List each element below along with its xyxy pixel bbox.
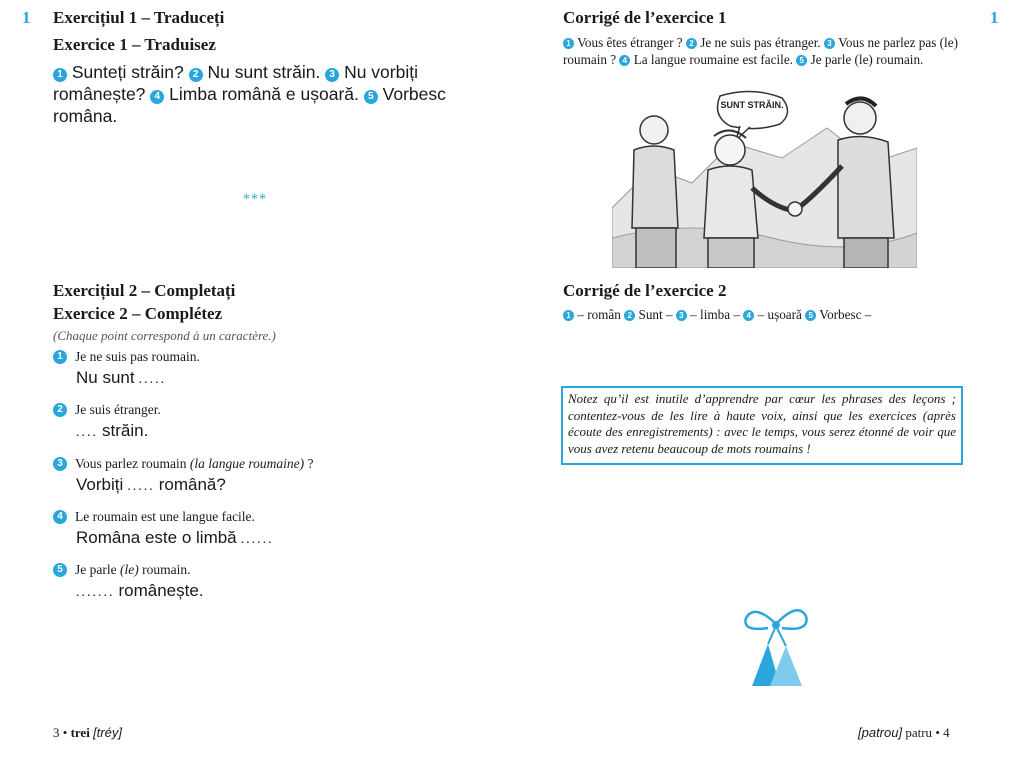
number-5-icon: 5	[805, 310, 816, 321]
blank-dots: ......	[240, 532, 274, 547]
number-2-icon: 2	[189, 68, 203, 82]
right-page	[512, 0, 1024, 783]
left-footer: 3 • trei [tréy]	[53, 725, 122, 740]
illustration-handshake	[612, 88, 917, 268]
exercise2-title-ro: Exercițiul 2 – Completați	[53, 281, 236, 300]
number-4-icon: 4	[53, 510, 67, 524]
exercise2-item-1: 1 Je ne suis pas roumain. Nu sunt .....	[53, 349, 200, 388]
number-1-icon: 1	[563, 38, 574, 49]
exercise2-item-4: 4 Le roumain est une langue facile. Româna este o limbă ......	[53, 509, 278, 548]
number-1-icon: 1	[53, 68, 67, 82]
right-footer: [patrou] patru • 4	[858, 725, 950, 740]
number-5-icon: 5	[53, 563, 67, 577]
exercise1-title-ro: Exercițiul 1 – Traduceți	[53, 8, 225, 27]
exercise1-title-fr: Exercice 1 – Traduisez	[53, 35, 216, 54]
number-3-icon: 3	[325, 68, 339, 82]
number-5-icon: 5	[364, 90, 378, 104]
correction1-title: Corrigé de l’exercice 1	[563, 8, 727, 27]
lesson-marker: 1	[990, 8, 999, 27]
martisor-ornament-icon	[740, 600, 812, 690]
correction2-title: Corrigé de l’exercice 2	[563, 281, 727, 300]
blank-dots: .....	[127, 479, 155, 494]
number-3-icon: 3	[53, 457, 67, 471]
number-3-icon: 3	[824, 38, 835, 49]
number-3-icon: 3	[676, 310, 687, 321]
exercise2-note: (Chaque point correspond à un caractère.)	[53, 328, 276, 343]
number-4-icon: 4	[743, 310, 754, 321]
number-2-icon: 2	[624, 310, 635, 321]
blank-dots: .....	[138, 372, 167, 387]
study-tip-box: Notez qu’il est inutile d’apprendre par cœur les phrases des leçons ; contentez-vous de les lire à haute voix, ainsi que les exercices (après écoute des enregistrements) : avec le temps, vous serez étonné de voir que vous avez retenu beaucoup de mots roumains !	[561, 386, 963, 465]
number-2-icon: 2	[53, 403, 67, 417]
blank-dots: ....	[76, 425, 98, 440]
exercise2-title-fr: Exercice 2 – Complétez	[53, 304, 223, 323]
blank-dots: .......	[76, 585, 115, 600]
correction2-text: 1 – român 2 Sunt – 3 – limba – 4 – ușoară 5 Vorbesc –	[563, 306, 983, 323]
number-4-icon: 4	[150, 90, 164, 104]
lesson-marker: 1	[22, 8, 31, 27]
exercise2-item-5: 5 Je parle (le) roumain. ....... românește.	[53, 562, 204, 601]
number-2-icon: 2	[686, 38, 697, 49]
exercise1-sentences: 1 Sunteți străin? 2 Nu sunt străin. 3 Nu vorbiți românește? 4 Limba română e ușoară. 5 Vorbesc româna.	[53, 62, 446, 126]
section-separator: ***	[243, 192, 267, 207]
exercise2-item-2: 2 Je suis étranger. .... străin.	[53, 402, 161, 441]
number-5-icon: 5	[796, 55, 807, 66]
number-4-icon: 4	[619, 55, 630, 66]
correction1-text: 1 Vous êtes étranger ? 2 Je ne suis pas étranger. 3 Vous ne parlez pas (le) roumain ? 4 La langue roumaine est facile. 5 Je parle (le) roumain.	[563, 35, 958, 67]
number-1-icon: 1	[53, 350, 67, 364]
speech-bubble-text: SUNT STRĂIN.	[720, 100, 784, 110]
number-1-icon: 1	[563, 310, 574, 321]
exercise2-item-3: 3 Vous parlez roumain (la langue roumaine) ? Vorbiți ..... română?	[53, 456, 313, 495]
